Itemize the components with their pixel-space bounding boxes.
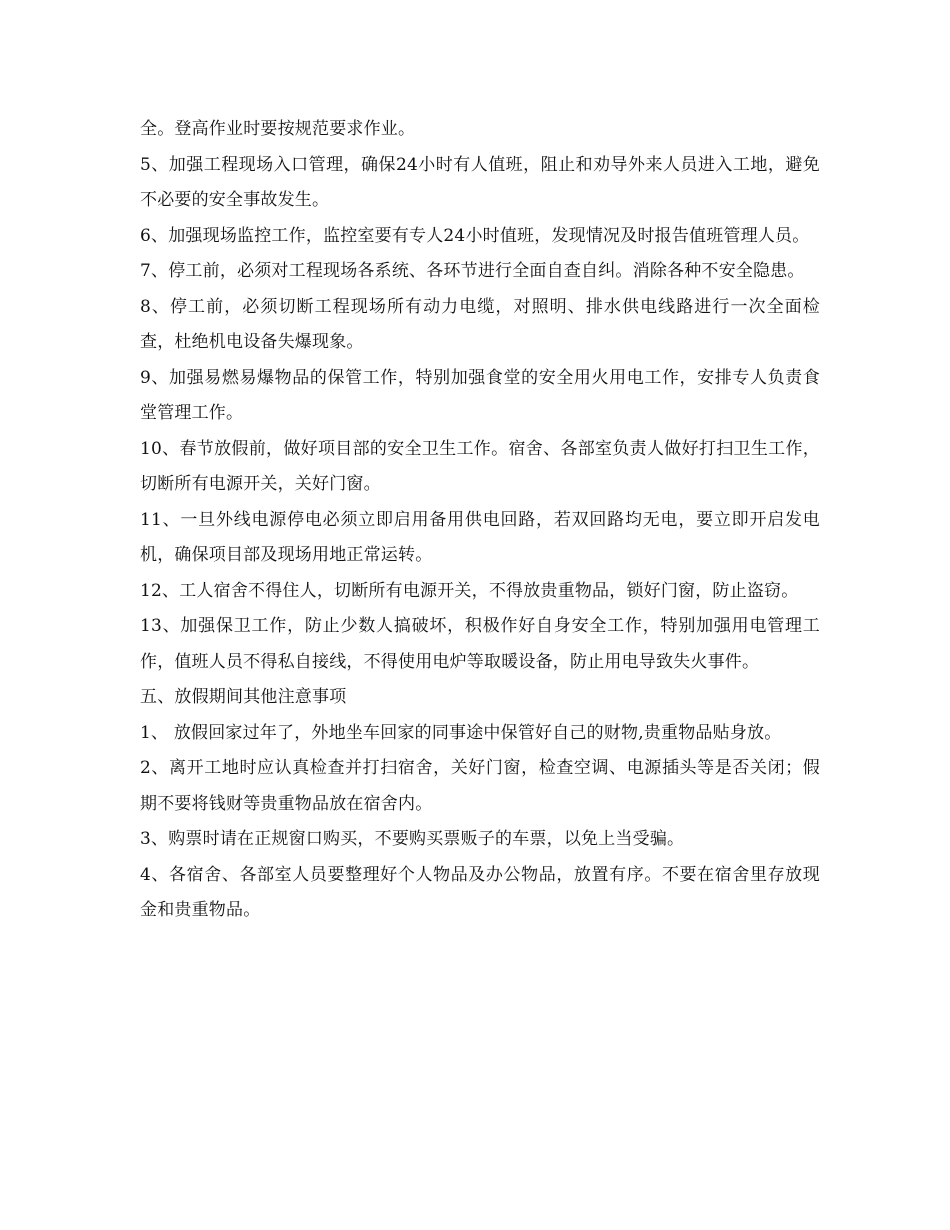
paragraph-item-10: 10、春节放假前，做好项目部的安全卫生工作。宿舍、各部室负责人做好打扫卫生工作，切断所有电源开关，关好门窗。	[140, 438, 820, 494]
notice-item-2: 2、离开工地时应认真检查并打扫宿舍，关好门窗，检查空调、电源插头等是否关闭；假期不要将钱财等贵重物品放在宿舍内。	[140, 758, 820, 814]
paragraph-continuation: 全。登高作业时要按规范要求作业。	[140, 119, 416, 139]
paragraph-item-9: 9、加强易燃易爆物品的保管工作，特别加强食堂的安全用火用电工作，安排专人负责食堂管理工作。	[140, 367, 820, 423]
paragraph-item-5: 5、加强工程现场入口管理，确保24小时有人值班，阻止和劝导外来人员进入工地，避免不必要的安全事故发生。	[140, 154, 820, 210]
notice-item-1: 1、 放假回家过年了，外地坐车回家的同事途中保管好自己的财物,贵重物品贴身放。	[140, 722, 782, 743]
document-body	[140, 112, 820, 929]
notice-item-4: 4、各宿舍、各部室人员要整理好个人物品及办公物品，放置有序。不要在宿舍里存放现金和贵重物品。	[140, 864, 820, 920]
paragraph-item-12: 12、工人宿舍不得住人，切断所有电源开关，不得放贵重物品，锁好门窗，防止盗窃。	[140, 580, 799, 601]
notice-item-3: 3、购票时请在正规窗口购买，不要购买票贩子的车票，以免上当受骗。	[140, 829, 685, 849]
paragraph-item-8: 8、停工前，必须切断工程现场所有动力电缆，对照明、排水供电线路进行一次全面检查，杜绝机电设备失爆现象。	[140, 296, 820, 352]
paragraph-item-7: 7、停工前，必须对工程现场各系统、各环节进行全面自查自纠。消除各种不安全隐患。	[140, 261, 805, 281]
paragraph-item-11: 11、一旦外线电源停电必须立即启用备用供电回路，若双回路均无电，要立即开启发电机，确保项目部及现场用地正常运转。	[140, 509, 820, 565]
paragraph-item-6: 6、加强现场监控工作，监控室要有专人24小时值班，发现情况及时报告值班管理人员。	[140, 225, 810, 246]
paragraph-item-13: 13、加强保卫工作，防止少数人搞破坏，积极作好自身安全工作，特别加强用电管理工作，值班人员不得私自接线，不得使用电炉等取暖设备，防止用电导致失火事件。	[140, 616, 820, 672]
section-heading: 五、放假期间其他注意事项	[140, 687, 347, 707]
